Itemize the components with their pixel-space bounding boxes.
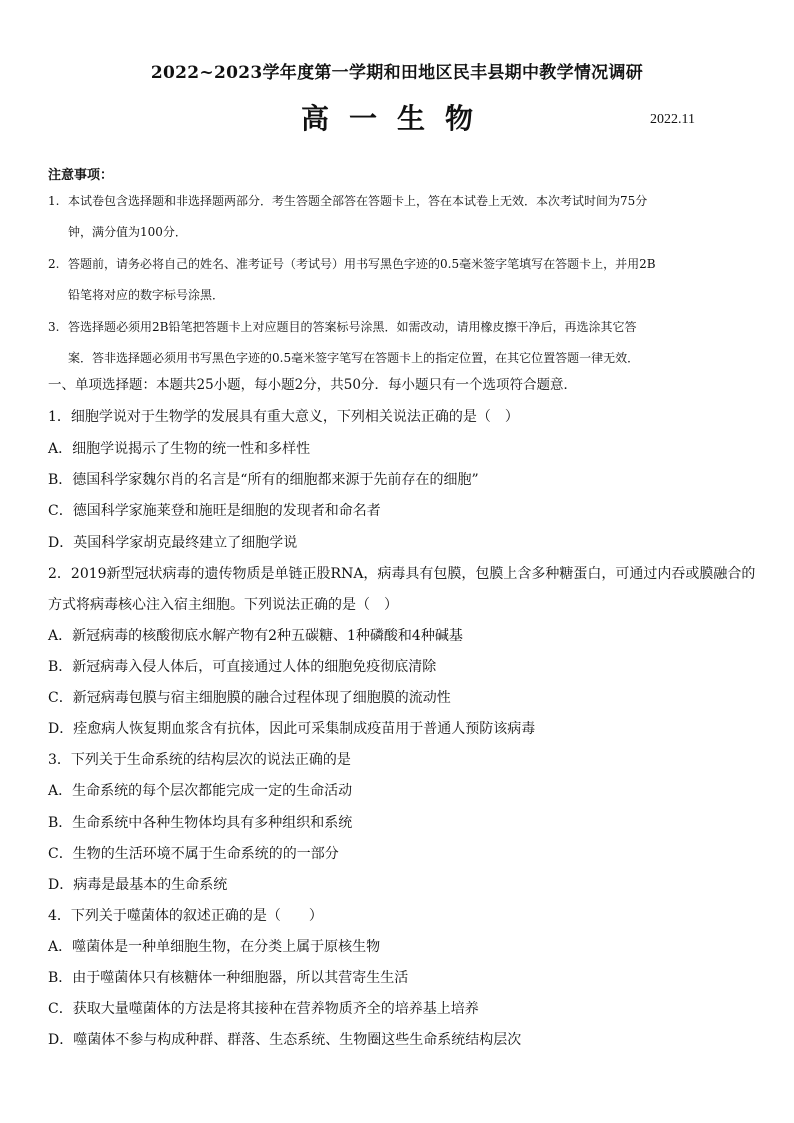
question-line: 3．下列关于生命系统的结构层次的说法正确的是	[48, 752, 351, 768]
notice-heading: 注意事项：	[48, 168, 114, 183]
option-line: D．英国科学家胡克最终建立了细胞学说	[48, 535, 298, 551]
question-line: 方式将病毒核心注入宿主细胞。下列说法正确的是（ ）	[48, 597, 398, 613]
notice-text: 答题前，请务必将自己的姓名、准考证号（考试号）用书写黑色字迹的0.5毫米签字笔填写在答题卡上，并用2B	[68, 257, 656, 271]
subject-heading: 高一生物	[300, 102, 493, 135]
option-line: A．细胞学说揭示了生物的统一性和多样性	[48, 441, 311, 457]
option-line: B．新冠病毒入侵人体后，可直接通过人体的细胞免疫彻底清除	[48, 659, 437, 675]
exam-date: 2022.11	[650, 112, 695, 127]
option-line: A．新冠病毒的核酸彻底水解产物有2种五碳糖、1种磷酸和4种碱基	[48, 628, 463, 644]
question-line: 1．细胞学说对于生物学的发展具有重大意义，下列相关说法正确的是（ ）	[48, 409, 519, 425]
notice-number: 2.	[48, 257, 60, 271]
notice-text: 本试卷包含选择题和非选择题两部分．考生答题全部答在答题卡上，答在本试卷上无效．本次考试时间为75分	[68, 194, 648, 208]
option-line: C．新冠病毒包膜与宿主细胞膜的融合过程体现了细胞膜的流动性	[48, 690, 451, 706]
exam-title: 2022~2023学年度第一学期和田地区民丰县期中教学情况调研	[150, 63, 644, 83]
notice-text: 案．答非选择题必须用书写黑色字迹的0.5毫米签字笔写在答题卡上的指定位置，在其它位置答题一律无效．	[68, 351, 640, 365]
notice-text: 铅笔将对应的数字标号涂黑．	[68, 288, 225, 302]
option-line: B．由于噬菌体只有核糖体一种细胞器，所以其营寄生生活	[48, 970, 409, 986]
notice-text: 答选择题必须用2B铅笔把答题卡上对应题目的答案标号涂黑．如需改动，请用橡皮擦干净后，再选涂其它答	[68, 320, 637, 334]
notice-number: 3.	[48, 320, 60, 334]
option-line: D．痊愈病人恢复期血浆含有抗体，因此可采集制成疫苗用于普通人预防该病毒	[48, 721, 536, 737]
option-line: D．噬菌体不参与构成种群、群落、生态系统、生物圈这些生命系统结构层次	[48, 1032, 522, 1048]
notice-text: 钟，满分值为100分．	[68, 225, 187, 239]
notice-number: 1.	[48, 194, 60, 208]
option-line: B．德国科学家魏尔肖的名言是“所有的细胞都来源于先前存在的细胞”	[48, 472, 479, 488]
section-heading: 一、单项选择题：本题共25小题，每小题2分，共50分．每小题只有一个选项符合题意．	[48, 377, 577, 393]
question-line: 2．2019新型冠状病毒的遗传物质是单链正股RNA，病毒具有包膜，包膜上含多种糖蛋白，可通过内吞或膜融合的	[48, 566, 756, 582]
option-line: A．生命系统的每个层次都能完成一定的生命活动	[48, 783, 353, 799]
question-line: 4．下列关于噬菌体的叙述正确的是（ ）	[48, 908, 323, 924]
option-line: D．病毒是最基本的生命系统	[48, 877, 228, 893]
option-line: A．噬菌体是一种单细胞生物，在分类上属于原核生物	[48, 939, 381, 955]
option-line: C．生物的生活环境不属于生命系统的的一部分	[48, 846, 339, 862]
option-line: C．获取大量噬菌体的方法是将其接种在营养物质齐全的培养基上培养	[48, 1001, 479, 1017]
option-line: C．德国科学家施莱登和施旺是细胞的发现者和命名者	[48, 503, 381, 519]
option-line: B．生命系统中各种生物体均具有多种组织和系统	[48, 815, 353, 831]
